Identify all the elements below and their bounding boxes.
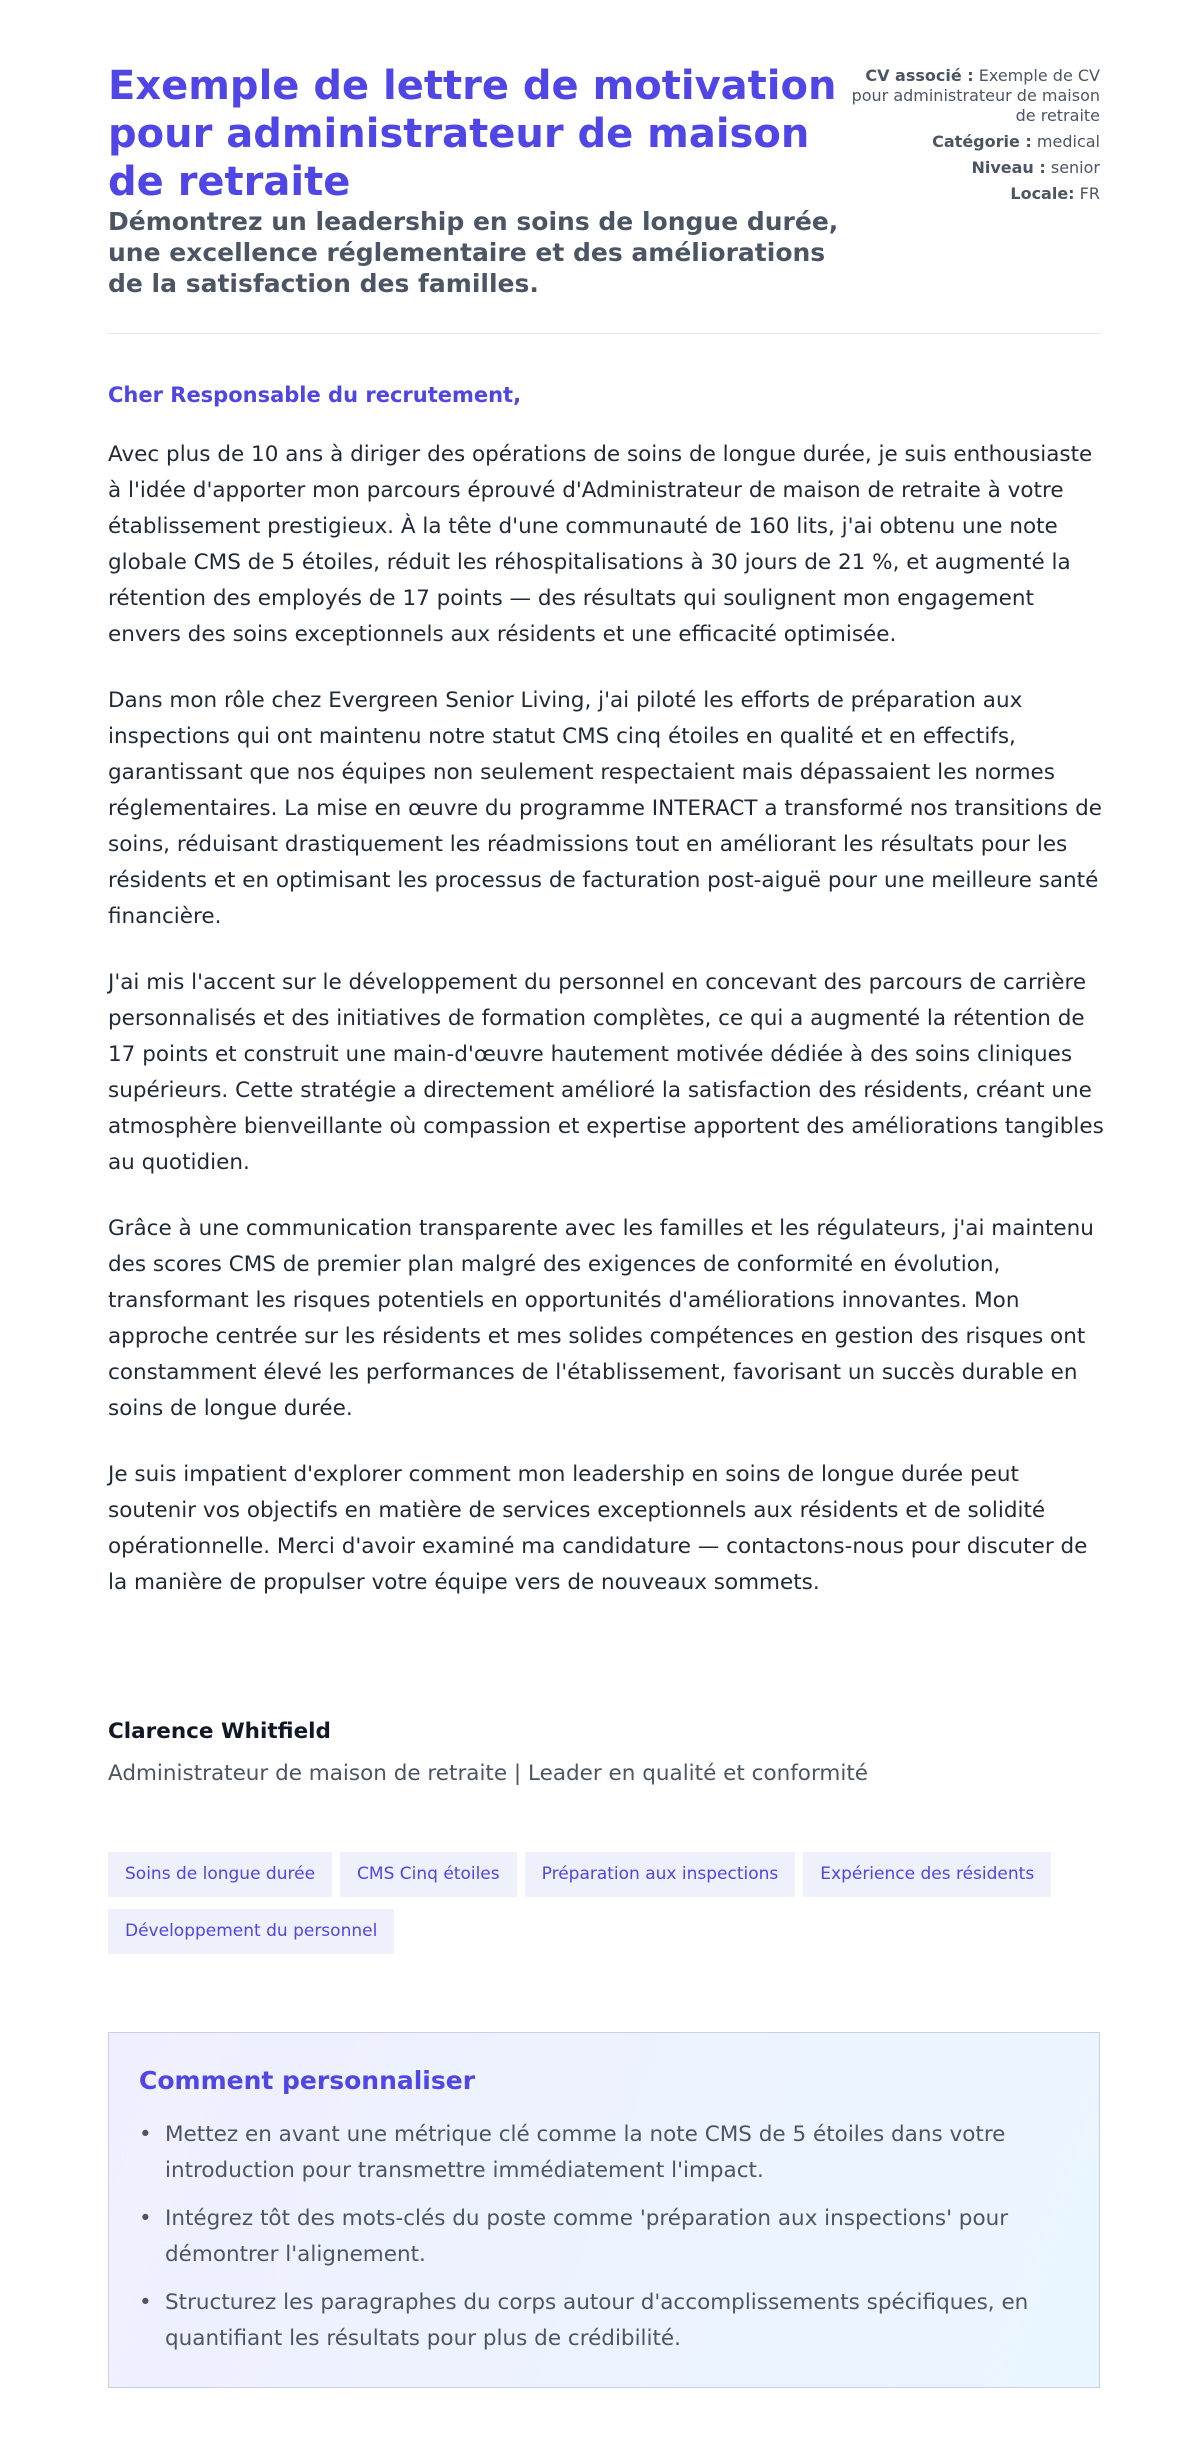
bullet-icon: • bbox=[139, 2290, 152, 2315]
bullet-icon: • bbox=[139, 2122, 152, 2147]
skill-tag: CMS Cinq étoiles bbox=[340, 1852, 517, 1897]
meta-cv-value: Exemple de CV pour administrateur de maison de retraite bbox=[851, 66, 1100, 125]
meta-locale-value: FR bbox=[1079, 184, 1100, 203]
letter-paragraph: Je suis impatient d'explorer comment mon leadership en soins de longue durée peut soutenir vos objectifs en matière de services exceptionnels aux résidents et de solidité opérationnelle. Merci d'avoir examiné ma candidature — contactons-nous pour discuter de la manière de propulser votre équipe vers de nouveaux sommets. bbox=[108, 1462, 1088, 1595]
meta-locale-key: Locale: bbox=[1010, 184, 1075, 203]
tips-item-text: Intégrez tôt des mots-clés du poste comme 'préparation aux inspections' pour démontrer l'alignement. bbox=[165, 2206, 1009, 2267]
meta-category-key: Catégorie : bbox=[932, 132, 1032, 151]
tips-item-text: Structurez les paragraphes du corps autour d'accomplissements spécifiques, en quantifiant les résultats pour plus de crédibilité. bbox=[165, 2290, 1029, 2351]
signature-title: Administrateur de maison de retraite | Leader en qualité et conformité bbox=[108, 1761, 868, 1786]
tips-item-text: Mettez en avant une métrique clé comme la note CMS de 5 étoiles dans votre introduction pour transmettre immédiatement l'impact. bbox=[165, 2122, 1006, 2183]
letter-paragraph: Dans mon rôle chez Evergreen Senior Living, j'ai piloté les efforts de préparation aux inspections qui ont maintenu notre statut CMS cinq étoiles en qualité et en effectifs, garantissant que nos équipes non seulement respectaient mais dépassaient les normes réglementaires. La mise en œuvre du programme INTERACT a transformé nos transitions de soins, réduisant drastiquement les réadmissions tout en améliorant les résultats pour les résidents et en optimisant les processus de facturation post-aiguë pour une meilleure santé financière. bbox=[108, 688, 1102, 929]
header-divider bbox=[108, 333, 1100, 334]
letter-greeting: Cher Responsable du recrutement, bbox=[108, 383, 522, 407]
skill-tags bbox=[108, 1852, 1108, 1966]
bullet-icon: • bbox=[139, 2206, 152, 2231]
meta-level-value: senior bbox=[1050, 158, 1100, 177]
meta-locale bbox=[850, 184, 1100, 204]
skill-tag: Préparation aux inspections bbox=[525, 1852, 796, 1897]
meta-level-key: Niveau : bbox=[971, 158, 1046, 177]
meta-category bbox=[850, 132, 1100, 152]
letter-paragraph: Grâce à une communication transparente avec les familles et les régulateurs, j'ai maintenu des scores CMS de premier plan malgré des exigences de conformité en évolution, transformant les risques potentiels en opportunités d'améliorations innovantes. Mon approche centrée sur les résidents et mes solides compétences en gestion des risques ont constamment élevé les performances de l'établissement, favorisant un succès durable en soins de longue durée. bbox=[108, 1216, 1094, 1421]
header bbox=[108, 62, 1100, 334]
meta-level bbox=[850, 158, 1100, 178]
letter-body bbox=[108, 437, 1104, 1631]
tips-panel bbox=[108, 2032, 1100, 2388]
skill-tag: Développement du personnel bbox=[108, 1909, 394, 1954]
skill-tag: Soins de longue durée bbox=[108, 1852, 332, 1897]
tips-item bbox=[139, 2201, 1065, 2273]
letter-paragraph: J'ai mis l'accent sur le développement du personnel en concevant des parcours de carrière personnalisés et des initiatives de formation complètes, ce qui a augmenté la rétention de 17 points et construit une main-d'œuvre hautement motivée dédiée à des soins cliniques supérieurs. Cette stratégie a directement amélioré la satisfaction des résidents, créant une atmosphère bienveillante où compassion et expertise apportent des améliorations tangibles au quotidien. bbox=[108, 970, 1104, 1175]
meta-cv-key: CV associé : bbox=[865, 66, 974, 85]
meta-category-value: medical bbox=[1036, 132, 1100, 151]
meta-cv bbox=[850, 66, 1100, 126]
meta-panel bbox=[850, 66, 1100, 210]
tips-list bbox=[139, 2117, 1065, 2369]
letter-paragraph: Avec plus de 10 ans à diriger des opérations de soins de longue durée, je suis enthousiaste à l'idée d'apporter mon parcours éprouvé d'Administrateur de maison de retraite à votre établissement prestigieux. À la tête d'une communauté de 160 lits, j'ai obtenu une note globale CMS de 5 étoiles, réduit les réhospitalisations à 30 jours de 21 %, et augmenté la rétention des employés de 17 points — des résultats qui soulignent mon engagement envers des soins exceptionnels aux résidents et une efficacité optimisée. bbox=[108, 442, 1093, 647]
page-title: Exemple de lettre de motivation pour administrateur de maison de retraite bbox=[108, 63, 837, 205]
skill-tag: Expérience des résidents bbox=[803, 1852, 1051, 1897]
tips-item bbox=[139, 2285, 1065, 2357]
tips-title: Comment personnaliser bbox=[139, 2066, 476, 2095]
signature-block bbox=[108, 1717, 1100, 1789]
page-subtitle: Démontrez un leadership en soins de longue durée, une excellence réglementaire et des améliorations de la satisfaction des familles. bbox=[108, 207, 839, 298]
signature-name: Clarence Whitfield bbox=[108, 1719, 331, 1744]
tips-item bbox=[139, 2117, 1065, 2189]
